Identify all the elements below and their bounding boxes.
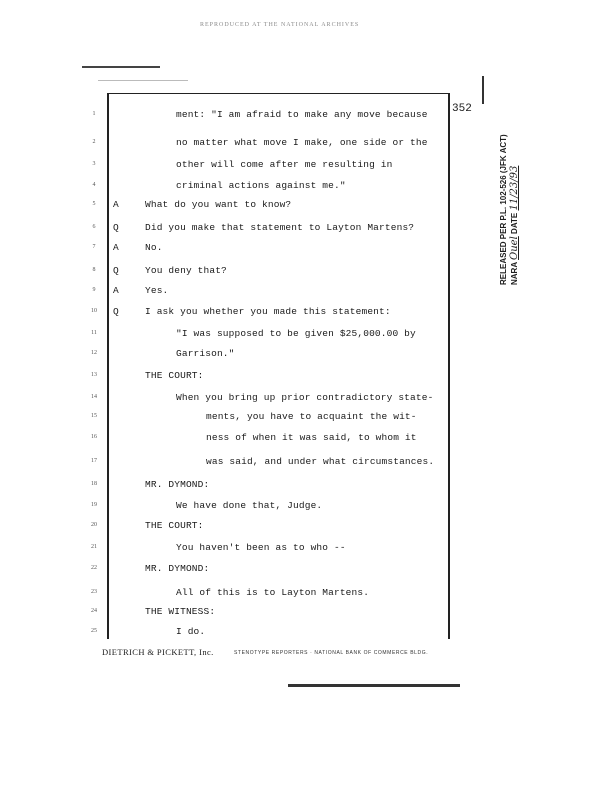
transcript-line: You haven't been as to who -- <box>176 542 346 553</box>
margin-mark <box>482 76 490 104</box>
line-number: 12 <box>91 350 97 356</box>
line-number: 23 <box>91 589 97 595</box>
transcript-line: When you bring up prior contradictory state- <box>176 392 434 403</box>
transcript-line: other will come after me resulting in <box>176 159 393 170</box>
transcript-line: THE WITNESS: <box>145 606 216 617</box>
transcript-line: Did you make that statement to Layton Martens? <box>145 222 415 233</box>
nara-label: NARA <box>510 262 519 285</box>
line-number: 19 <box>91 502 97 508</box>
transcript-line: ments, you have to acquaint the wit- <box>206 411 417 422</box>
top-rule-faint <box>98 80 188 81</box>
transcript-line: Garrison." <box>176 348 235 359</box>
speaker-label: Q <box>113 265 119 276</box>
line-number: 24 <box>91 608 97 614</box>
line-number: 7 <box>92 244 96 250</box>
date-label: DATE <box>510 212 519 234</box>
reporter-firm: DIETRICH & PICKETT, Inc. <box>102 647 214 657</box>
transcript-line: No. <box>145 242 163 253</box>
transcript-line: I do. <box>176 626 206 637</box>
transcript-line: I ask you whether you made this statement: <box>145 306 391 317</box>
speaker-label: A <box>113 199 119 210</box>
transcript-line: We have done that, Judge. <box>176 500 323 511</box>
speaker-label: Q <box>113 306 119 317</box>
bottom-rule <box>288 684 460 687</box>
reporter-services: STENOTYPE REPORTERS · NATIONAL BANK OF COMMERCE BLDG. <box>234 650 429 656</box>
transcript-line: no matter what move I make, one side or the <box>176 137 428 148</box>
line-number: 11 <box>91 330 97 336</box>
transcript-frame <box>107 93 450 639</box>
archive-header: REPRODUCED AT THE NATIONAL ARCHIVES <box>200 22 360 28</box>
speaker-label: Q <box>113 222 119 233</box>
line-number: 20 <box>91 522 97 528</box>
transcript-line: You deny that? <box>145 265 227 276</box>
transcript-line: THE COURT: <box>145 370 204 381</box>
line-number: 9 <box>92 287 96 293</box>
line-number: 14 <box>91 394 97 400</box>
line-number: 4 <box>92 182 96 188</box>
transcript-line: What do you want to know? <box>145 199 292 210</box>
transcript-line: criminal actions against me." <box>176 180 346 191</box>
release-stamp-nara-row <box>509 80 520 285</box>
line-number: 8 <box>92 267 96 273</box>
release-stamp <box>498 80 522 285</box>
line-number: 5 <box>92 201 96 207</box>
reviewer-signature: Ouel <box>509 236 520 260</box>
transcript-line: MR. DYMOND: <box>145 563 210 574</box>
release-date: 11/23/93 <box>509 165 520 211</box>
transcript-line: ment: "I am afraid to make any move because <box>176 109 428 120</box>
speaker-label: A <box>113 242 119 253</box>
line-number: 15 <box>91 413 97 419</box>
line-number: 18 <box>91 481 97 487</box>
line-number: 17 <box>91 458 97 464</box>
line-number: 13 <box>91 372 97 378</box>
line-number: 3 <box>92 161 96 167</box>
page-number: 352 <box>452 103 472 115</box>
line-number: 1 <box>92 111 96 117</box>
line-number: 21 <box>91 544 97 550</box>
speaker-label: A <box>113 285 119 296</box>
release-stamp-line: RELEASED PER P.L. 102-526 (JFK ACT) <box>499 134 508 285</box>
transcript-line: Yes. <box>145 285 169 296</box>
line-number: 16 <box>91 434 97 440</box>
line-number: 22 <box>91 565 97 571</box>
line-number: 25 <box>91 628 97 634</box>
transcript-line: THE COURT: <box>145 520 204 531</box>
transcript-line: ness of when it was said, to whom it <box>206 432 417 443</box>
transcript-line: MR. DYMOND: <box>145 479 210 490</box>
transcript-line: "I was supposed to be given $25,000.00 by <box>176 328 416 339</box>
top-rule <box>82 66 160 68</box>
transcript-line: was said, and under what circumstances. <box>206 456 435 467</box>
transcript-line: All of this is to Layton Martens. <box>176 587 370 598</box>
line-number: 2 <box>92 139 96 145</box>
line-number: 10 <box>91 308 97 314</box>
line-number: 6 <box>92 224 96 230</box>
